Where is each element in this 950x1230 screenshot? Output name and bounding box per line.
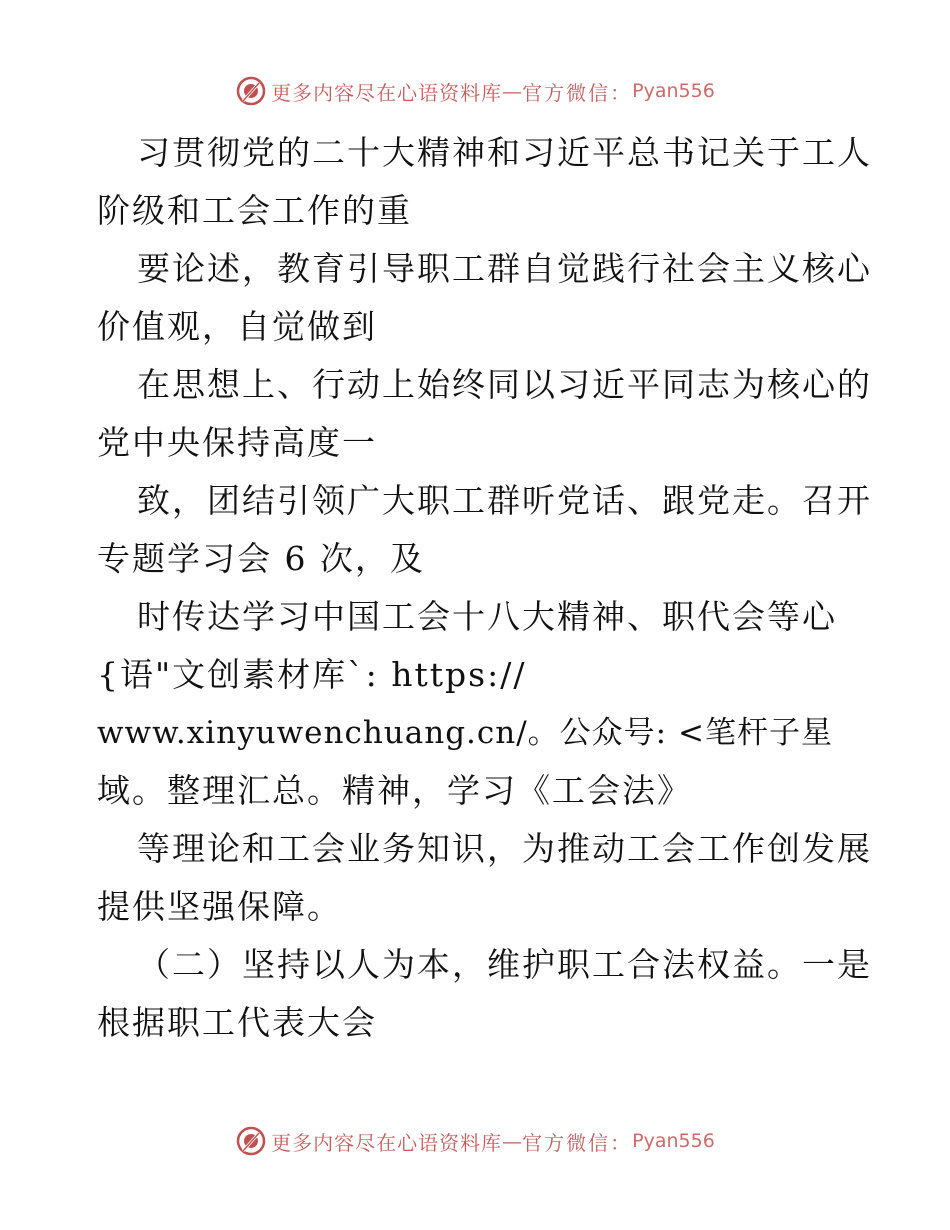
text-line: 根据职工代表大会 bbox=[97, 1003, 377, 1042]
text-line: 专题学习会 6 次，及 bbox=[97, 539, 425, 578]
text-line: 致，团结引领广大职工群听党话、跟党走。召开 bbox=[137, 481, 872, 520]
pen-logo-icon bbox=[235, 75, 267, 107]
text-line: 价值观，自觉做到 bbox=[97, 307, 377, 346]
text-line: 习贯彻党的二十大精神和习近平总书记关于工人 bbox=[137, 133, 872, 172]
watermark-id: Pyan556 bbox=[632, 1130, 715, 1152]
document-body bbox=[97, 124, 877, 1052]
pen-logo-icon bbox=[235, 1125, 267, 1157]
header-watermark bbox=[0, 74, 950, 108]
text-line: 时传达学习中国工会十八大精神、职代会等心 bbox=[137, 597, 837, 636]
text-line: 党中央保持高度一 bbox=[97, 423, 377, 462]
watermark-dash: — bbox=[502, 79, 523, 103]
watermark-main-text: 更多内容尽在心语资料库 bbox=[271, 1130, 503, 1155]
text-line: {语"文创素材库`: https:// bbox=[97, 655, 527, 694]
watermark-sub-text: 官方微信： bbox=[522, 80, 633, 105]
watermark-dash: — bbox=[502, 1129, 523, 1153]
text-line: www.xinyuwenchuang.cn/。公众号: <笔杆子星 bbox=[97, 715, 833, 751]
text-line: 提供坚强保障。 bbox=[97, 887, 342, 926]
text-line: （二）坚持以人为本，维护职工合法权益。一是 bbox=[137, 945, 872, 984]
text-line: 在思想上、行动上始终同以习近平同志为核心的 bbox=[137, 365, 872, 404]
watermark-sub-text: 官方微信： bbox=[522, 1130, 633, 1155]
watermark-main-text: 更多内容尽在心语资料库 bbox=[271, 80, 503, 105]
watermark-id: Pyan556 bbox=[632, 80, 715, 102]
text-line: 等理论和工会业务知识，为推动工会工作创发展 bbox=[137, 829, 872, 868]
footer-watermark bbox=[0, 1124, 950, 1158]
text-line: 域。整理汇总。精神，学习《工会法》 bbox=[97, 771, 692, 810]
text-line: 阶级和工会工作的重 bbox=[97, 191, 412, 230]
text-line: 要论述，教育引导职工群自觉践行社会主义核心 bbox=[137, 249, 872, 288]
